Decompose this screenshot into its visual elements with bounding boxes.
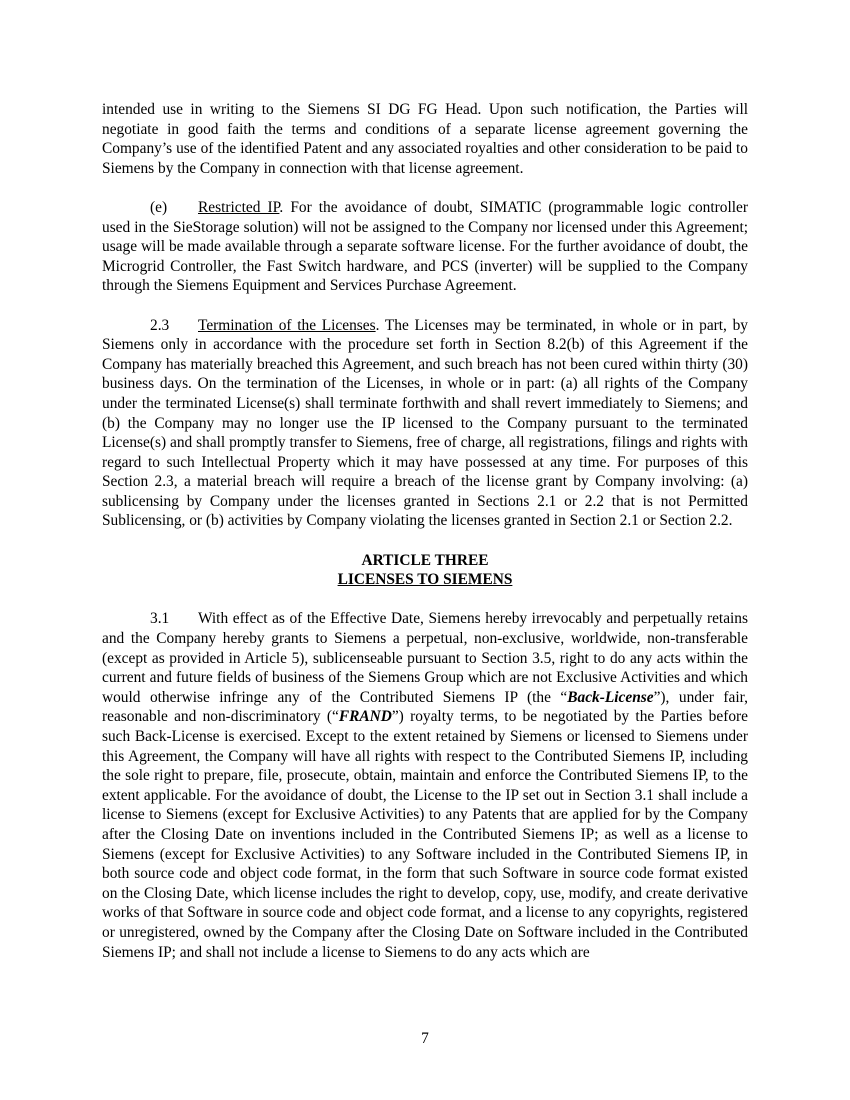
article-number: ARTICLE THREE [361,551,489,569]
paragraph-continuation: intended use in writing to the Siemens SI DG FG Head. Upon such notification, the Parties will negotiate in good faith the terms and conditions of a separate license agreement governing the Company’s use of the identified Patent and any associated royalties and other consideration to be paid to Siemens by the Company in connection with that license agreement. [102,101,748,177]
section-text-b: ”), under fair, reasonable and non-discriminatory (“ [102,688,748,726]
paragraph-2-2-e [102,198,748,296]
section-text-a: With effect as of the Effective Date, Siemens hereby irrevocably and perpetually retains and the Company hereby grants to Siemens a perpetual, non-exclusive, worldwide, non-transferable (except as provided in Article 5), sublicenseable pursuant to Section 3.5, right to do any acts within the current and future fields of business of the Siemens Group which are not Exclusive Activities and which would otherwise infringe any of the Contributed Siemens IP (the “ [102,610,748,706]
section-title: Termination of the Licenses [198,316,376,334]
paragraph-2-3 [102,316,748,532]
section-text: . The Licenses may be terminated, in whole or in part, by Siemens only in accordance with the procedure set forth in Section 8.2(b) of this Agreement if the Company has materially breached this Agreement, and such breach has not been cured within thirty (30) business days. On the termination of the Licenses, in whole or in part: (a) all rights of the Company under the terminated License(s) shall terminate forthwith and shall revert immediately to Siemens; and (b) the Company may no longer use the IP licensed to the Company pursuant to the terminated License(s) and shall promptly transfer to Siemens, free of charge, all registrations, filings and rights with regard to such Intellectual Property which it may have possessed at any time. For purposes of this Section 2.3, a material breach will require a breach of the license grant by Company involving: (a) sublicensing by Company under the licenses granted in Sections 2.1 or 2.2 that is not Permitted Sublicensing, or (b) activities by Company violating the licenses granted in Section 2.1 or Section 2.2. [102,316,748,530]
page-number: 7 [421,1030,429,1047]
paragraph-3-1 [102,609,748,962]
clause-text: . For the avoidance of doubt, SIMATIC (programmable logic controller used in the SieStorage solution) will not be assigned to the Company nor licensed under this Agreement; usage will be made available through a separate software license. For the further avoidance of doubt, the Microgrid Controller, the Fast Switch hardware, and PCS (inverter) will be supplied to the Company through the Siemens Equipment and Services Purchase Agreement. [102,198,748,295]
defined-term-back-license: Back-License [567,688,654,706]
section-number: 2.3 [150,316,170,334]
section-number: 3.1 [150,610,170,628]
article-title: LICENSES TO SIEMENS [337,571,513,589]
document-body [102,100,748,962]
clause-title: Restricted IP [198,198,280,216]
clause-label: (e) [150,198,168,216]
article-heading [102,551,748,590]
defined-term-frand: FRAND [338,708,392,726]
section-text-c: ”) royalty terms, to be negotiated by the Parties before such Back-License is exercised. Except to the extent retained by Siemens or licensed to Siemens under this Agreement, the Company will have all rights with respect to the Contributed Siemens IP, including the sole right to prepare, file, prosecute, obtain, maintain and enforce the Contributed Siemens IP, to the extent applicable. For the avoidance of doubt, the License to the IP set out in Section 3.1 shall include a license to Siemens (except for Exclusive Activities) to any Patents that are applied for by the Company after the Closing Date on inventions included in the Contributed Siemens IP; as well as a license to Siemens (except for Exclusive Activities) to any Software included in the Contributed Siemens IP, in both source code and object code format, in the form that such Software in source code format existed on the Closing Date, which license includes the right to develop, copy, use, modify, and create derivative works of that Software in source code and object code format, and a license to any copyrights, registered or unregistered, owned by the Company after the Closing Date on Software included in the Contributed Siemens IP; and shall not include a license to Siemens to do any acts which are [102,708,748,961]
